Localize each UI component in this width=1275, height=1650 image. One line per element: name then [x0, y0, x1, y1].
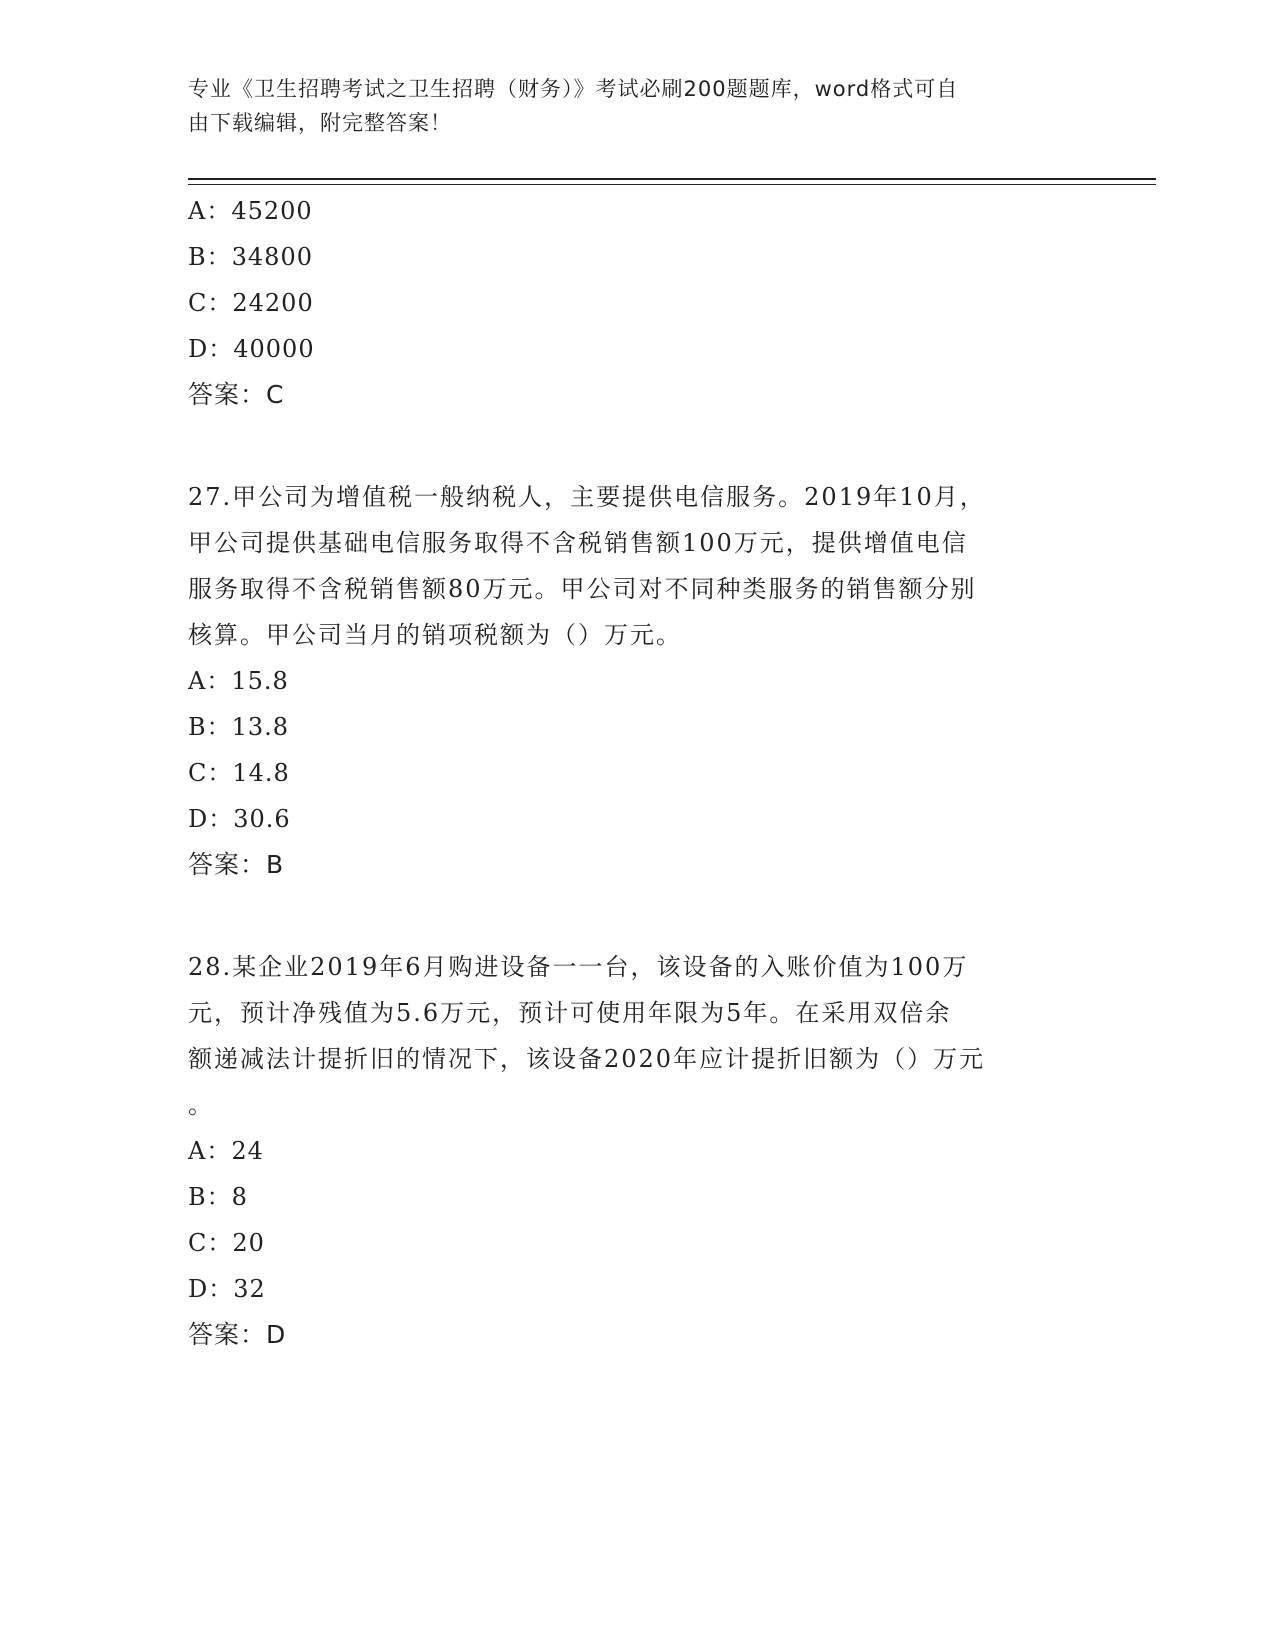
answer: 答案：D — [188, 1320, 287, 1349]
question-line: 额递减法计提折旧的情况下，该设备2020年应计提折旧额为（）万元 — [188, 1045, 986, 1073]
answer: 答案：C — [188, 380, 285, 409]
header-line-1: 专业《卫生招聘考试之卫生招聘（财务）》考试必刷200题题库，word格式可自 — [188, 77, 959, 101]
header-rule-thin — [188, 184, 1156, 185]
option-b: B：34800 — [188, 243, 313, 271]
question-text — [188, 944, 1088, 1128]
question-line: 27.甲公司为增值税一般纳税人，主要提供电信服务。2019年10月， — [188, 483, 986, 511]
option-b: B：13.8 — [188, 713, 290, 741]
option-d: D：40000 — [188, 335, 315, 363]
question-line: 。 — [188, 1091, 214, 1119]
question-line: 核算。甲公司当月的销项税额为（）万元。 — [188, 621, 682, 649]
header-rule-thick — [188, 178, 1156, 180]
option-a: A：15.8 — [188, 667, 289, 695]
option-c: C：24200 — [188, 289, 314, 317]
question-27 — [188, 474, 1088, 888]
question-line: 甲公司提供基础电信服务取得不含税销售额100万元，提供增值电信 — [188, 529, 968, 557]
answer: 答案：B — [188, 850, 285, 879]
question-text — [188, 474, 1088, 658]
document-body — [188, 188, 1088, 1358]
option-a: A：24 — [188, 1137, 264, 1165]
question-line: 元，预计净残值为5.6万元，预计可使用年限为5年。在采用双倍余 — [188, 999, 952, 1027]
header-line-2: 由下载编辑，附完整答案！ — [188, 111, 452, 135]
option-b: B：8 — [188, 1183, 248, 1211]
question-28 — [188, 944, 1088, 1358]
question-line: 28.某企业2019年6月购进设备一一台，该设备的入账价值为100万 — [188, 953, 969, 981]
option-a: A：45200 — [188, 197, 313, 225]
option-c: C：14.8 — [188, 759, 290, 787]
option-c: C：20 — [188, 1229, 265, 1257]
option-d: D：30.6 — [188, 805, 291, 833]
question-line: 服务取得不含税销售额80万元。甲公司对不同种类服务的销售额分别 — [188, 575, 977, 603]
question-26 — [188, 188, 1088, 418]
document-header — [188, 72, 1088, 140]
option-d: D：32 — [188, 1275, 266, 1303]
